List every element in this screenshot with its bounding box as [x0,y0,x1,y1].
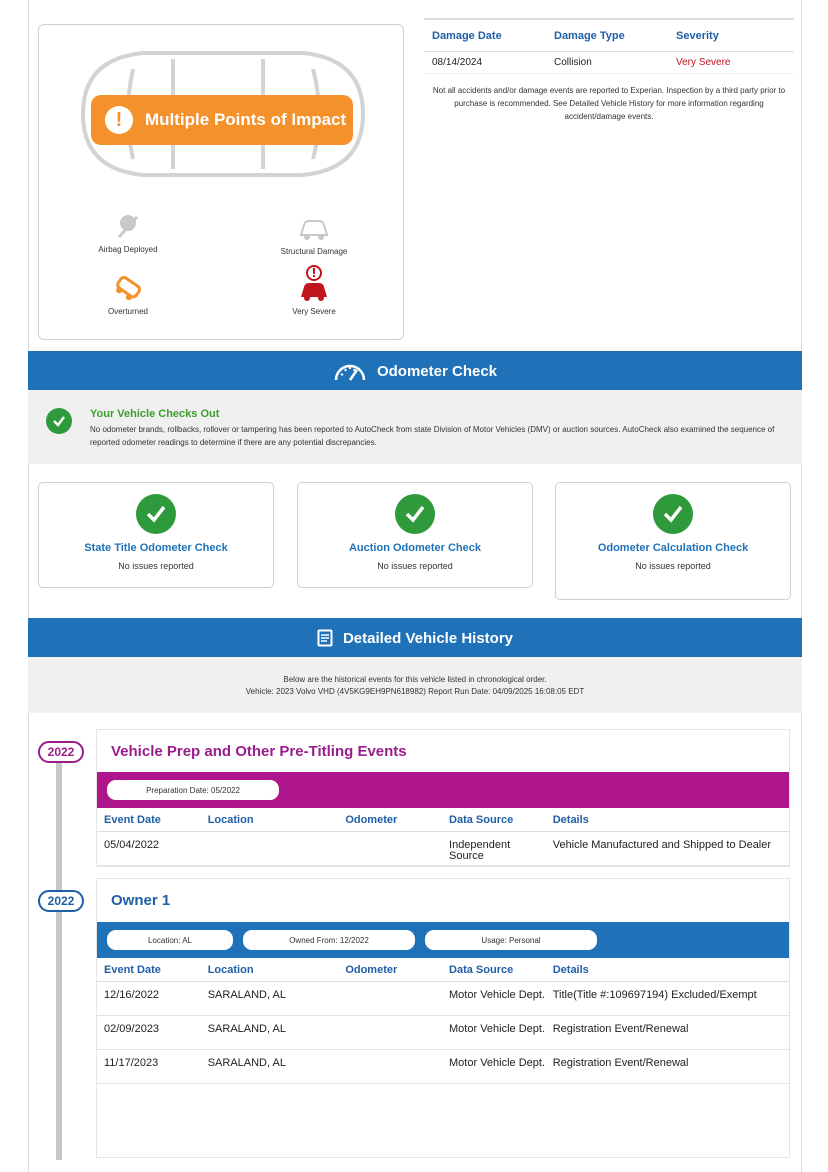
event-source: Motor Vehicle Dept. [449,989,546,1001]
damage-date: 08/14/2024 [432,57,483,68]
year-badge-owner: 2022 [38,890,84,912]
check-status: No issues reported [377,561,453,571]
event-location: SARALAND, AL [207,989,286,1001]
impact-label: Multiple Points of Impact [145,110,347,129]
damage-row [424,52,794,74]
year-badge-prep: 2022 [38,741,84,763]
overturned-label: Overturned [107,307,149,316]
document-icon [317,629,333,647]
auction-odometer-check [297,482,533,588]
event-source: Independent Source [449,839,511,862]
very-severe-label: Very Severe [292,307,336,316]
check-label: State Title Odometer Check [84,542,228,554]
table-row [97,1050,789,1084]
odometer-status-title: Your Vehicle Checks Out [90,408,220,420]
odometer-section-header [28,351,802,391]
owner-title: Owner 1 [111,891,171,909]
damage-diagram-card [38,24,404,340]
event-odometer [338,840,442,865]
check-status: No issues reported [635,561,711,571]
damage-table [424,18,794,123]
impact-badge [91,95,353,145]
owner-table-header [97,958,789,982]
structural-damage-label: Structural Damage [280,247,348,256]
col-odometer: Odometer [345,813,398,826]
state-title-odometer-check [38,482,274,588]
prep-band [97,772,789,808]
col-details: Details [552,963,589,976]
col-details: Details [552,813,589,826]
event-details: Registration Event/Renewal [552,1023,689,1035]
event-odometer [338,1024,442,1049]
airbag-indicator [53,211,203,254]
col-severity: Severity [676,29,719,42]
prep-table-header [97,808,789,832]
event-location [201,840,339,865]
odometer-status-desc: No odometer brands, rollbacks, rollover or tampering has been reported to AutoCheck from state Division of Motor Vehicles (DMV) or auction sources. AutoCheck also examined the sequence of reported odometer readings to determine if there are any potential discrepancies. [90,425,775,447]
col-location: Location [207,813,254,826]
alert-icon: ! [105,106,133,134]
history-section-header [28,618,802,658]
damage-table-header [424,18,794,52]
preparation-date-chip: Preparation Date: 05/2022 [107,780,279,800]
very-severe-indicator [239,265,389,316]
check-label: Odometer Calculation Check [597,542,749,554]
check-label: Auction Odometer Check [348,542,482,554]
usage-chip: Usage: Personal [425,930,597,950]
check-status: No issues reported [118,561,194,571]
odometer-section-title: Odometer Check [376,362,498,380]
overturned-indicator [53,273,203,316]
airbag-label: Airbag Deployed [98,245,158,254]
owned-from-chip: Owned From: 12/2022 [243,930,415,950]
event-date: 02/09/2023 [104,1023,160,1035]
overturned-icon [112,273,144,303]
col-damage-date: Damage Date [432,29,502,42]
event-details: Registration Event/Renewal [552,1057,689,1069]
event-odometer [338,990,442,1015]
col-event-date: Event Date [104,813,161,826]
owner-band [97,922,789,958]
odometer-calculation-check [555,482,791,600]
col-odometer: Odometer [345,963,398,976]
col-event-date: Event Date [104,963,161,976]
odometer-gauge-icon [333,360,367,382]
col-data-source: Data Source [449,963,514,976]
event-odometer [338,1058,442,1083]
event-date: 12/16/2022 [104,989,160,1001]
col-location: Location [207,963,254,976]
checkmark-icon [653,494,693,534]
checkmark-icon [136,494,176,534]
event-date: 11/17/2023 [104,1057,159,1069]
history-intro [28,657,802,713]
history-intro-line1: Below are the historical events for this vehicle listed in chronological order. [283,675,547,684]
table-row [97,982,789,1016]
checkmark-icon [46,408,72,434]
event-location: SARALAND, AL [207,1023,286,1035]
event-source: Motor Vehicle Dept. [449,1023,546,1035]
table-row [97,832,789,866]
structural-damage-indicator [239,215,389,256]
event-details: Title(Title #:109697194) Excluded/Exempt [552,989,757,1001]
very-severe-icon [297,265,331,303]
structural-damage-icon [297,215,331,243]
event-location: SARALAND, AL [207,1057,286,1069]
damage-type: Collision [554,57,592,68]
checkmark-icon [395,494,435,534]
event-date: 05/04/2022 [104,839,160,851]
col-data-source: Data Source [449,813,514,826]
event-source: Motor Vehicle Dept. [449,1057,546,1069]
col-damage-type: Damage Type [554,29,625,42]
history-section-title: Detailed Vehicle History [342,629,514,647]
damage-severity: Very Severe [676,57,731,68]
prep-events-card [96,729,790,867]
timeline-line [56,760,62,1160]
prep-events-title: Vehicle Prep and Other Pre-Titling Events [111,742,407,760]
event-details: Vehicle Manufactured and Shipped to Dealer [552,839,772,851]
history-intro-line2: Vehicle: 2023 Volvo VHD (4V5KG9EH9PN618982) Report Run Date: 04/09/2025 16:08:05 EDT [245,687,585,696]
location-chip: Location: AL [107,930,233,950]
damage-note: Not all accidents and/or damage events are reported to Experian. Inspection by a third party prior to purchase is recommended. See Detailed Vehicle History for more information regarding accident/damage events. [432,86,786,121]
owner-events-card [96,878,790,1158]
airbag-icon [113,211,143,241]
odometer-status-panel [28,390,802,464]
table-row [97,1016,789,1050]
